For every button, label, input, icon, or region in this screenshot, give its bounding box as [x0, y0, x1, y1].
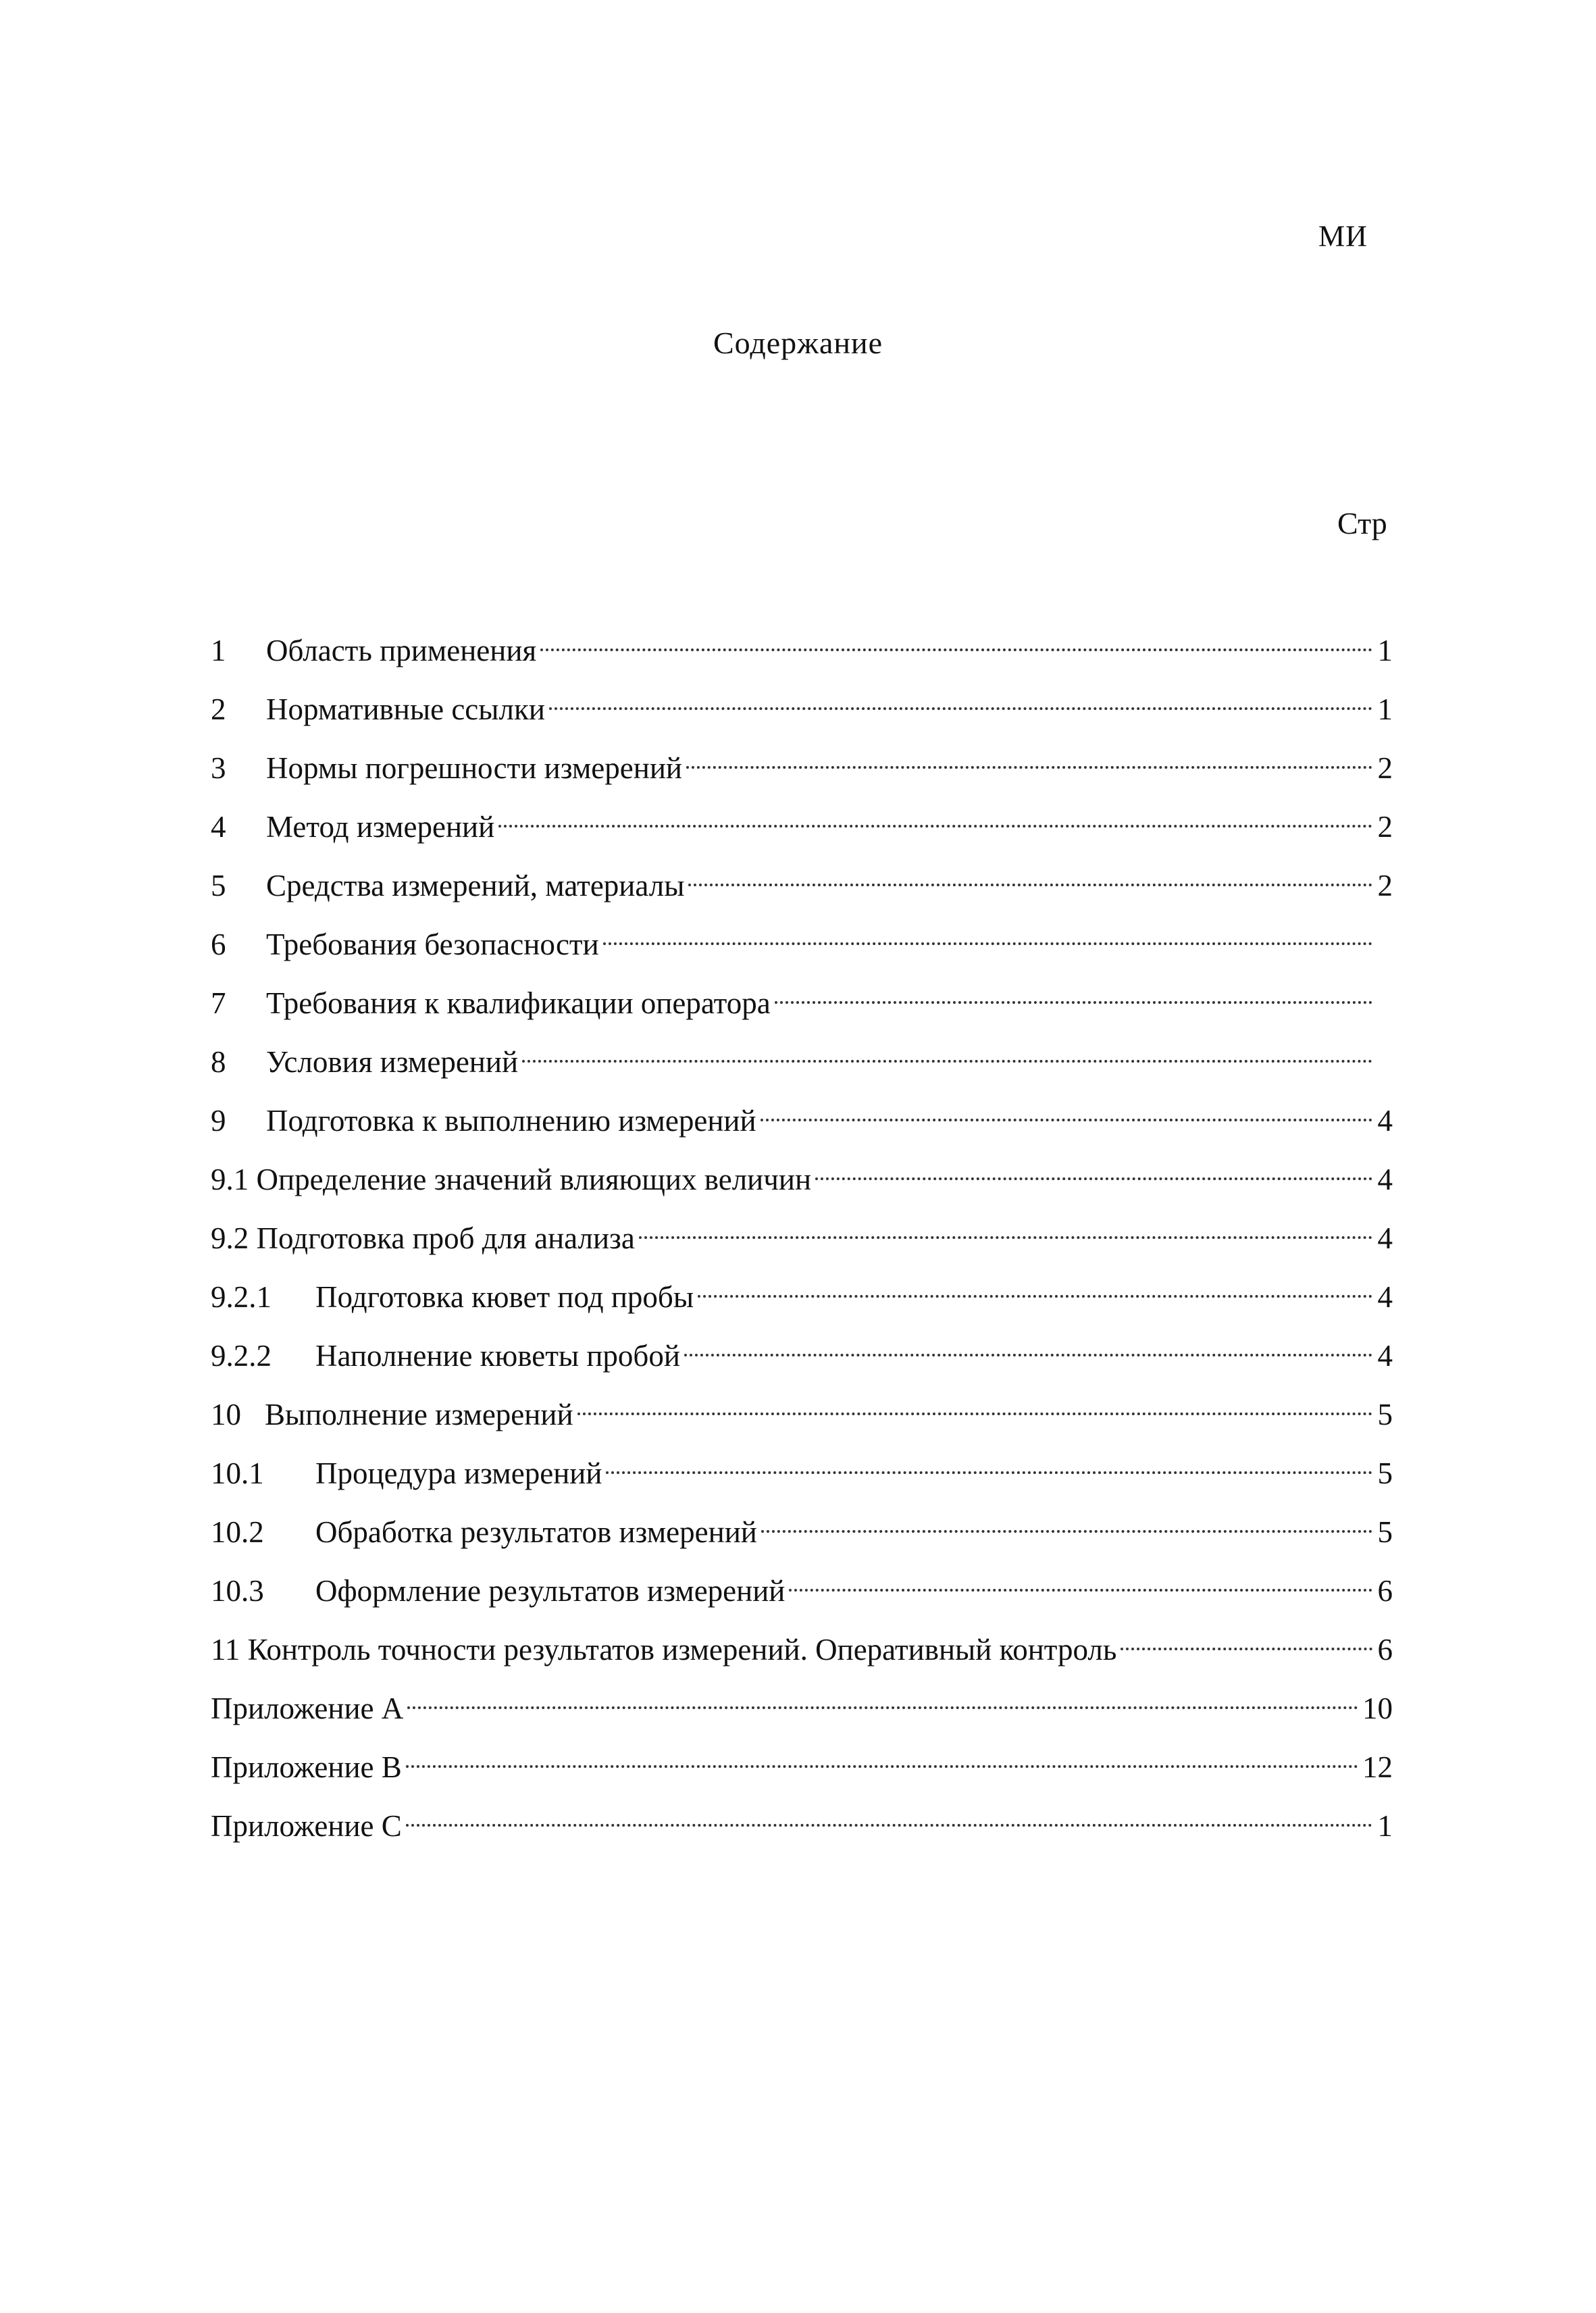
toc-entry-page: 4	[1377, 1339, 1393, 1373]
dot-leader	[407, 1678, 1358, 1719]
toc-entry-page: 1	[1377, 634, 1393, 667]
toc-entry-number: 9	[211, 1104, 226, 1138]
toc-entry-number: 6	[211, 927, 226, 961]
toc-entry[interactable]	[211, 1443, 1393, 1502]
dot-leader	[761, 1502, 1372, 1542]
toc-entry-label: Область применения	[266, 634, 537, 667]
dot-leader	[688, 855, 1372, 896]
toc-entry-label: Метод измерений	[266, 810, 495, 844]
toc-entry[interactable]	[211, 1325, 1393, 1384]
toc-entry-label: Средства измерений, материалы	[266, 869, 685, 903]
dot-leader	[684, 1325, 1372, 1366]
toc-entry[interactable]	[211, 1619, 1393, 1678]
toc-entry-number: 7	[211, 986, 226, 1020]
dot-leader	[549, 679, 1372, 719]
toc-entry[interactable]	[211, 1267, 1393, 1325]
toc-entry-page: 4	[1377, 1280, 1393, 1314]
toc-entry-number: 2	[211, 692, 226, 726]
toc-entry-number: 1	[211, 634, 226, 667]
dot-leader	[698, 1267, 1372, 1307]
toc-entry-page: 4	[1377, 1163, 1393, 1196]
dot-leader	[540, 620, 1372, 661]
toc-entry[interactable]	[211, 1560, 1393, 1619]
toc-entry[interactable]	[211, 738, 1393, 796]
toc-entry-number: 5	[211, 869, 226, 903]
toc-entry-page: 10	[1362, 1692, 1393, 1725]
toc-entry-page: 1	[1377, 692, 1393, 726]
toc-entry-page: 4	[1377, 1104, 1393, 1138]
dot-leader	[603, 914, 1372, 955]
toc-entry-label: 9.2 Подготовка проб для анализа	[211, 1221, 635, 1255]
toc-entry-page: 2	[1377, 810, 1393, 844]
toc-entry-label: 9.1 Определение значений влияющих величин	[211, 1163, 812, 1196]
toc-entry[interactable]	[211, 1678, 1393, 1737]
toc-entry-number: 3	[211, 751, 226, 785]
document-code: МИ	[1318, 220, 1368, 253]
toc-entry-label: Нормативные ссылки	[266, 692, 545, 726]
toc-entry-page: 6	[1377, 1633, 1393, 1667]
toc-entry-page: 2	[1377, 751, 1393, 785]
toc-entry-label: Требования к квалификации оператора	[266, 986, 771, 1020]
toc-entry[interactable]	[211, 973, 1393, 1032]
toc-entry-label: Подготовка к выполнению измерений	[266, 1104, 756, 1138]
toc-entry-label: Подготовка кювет под пробы	[315, 1280, 694, 1314]
toc-entry[interactable]	[211, 855, 1393, 914]
toc-entry-page: 5	[1377, 1398, 1393, 1431]
toc-entry-number: 8	[211, 1045, 226, 1079]
toc-entry[interactable]	[211, 796, 1393, 855]
toc-entry-label: 11 Контроль точности результатов измерений. Оперативный контроль	[211, 1633, 1117, 1667]
toc-entry-page: 12	[1362, 1750, 1393, 1784]
toc-entry-label: Выполнение измерений	[265, 1398, 573, 1431]
toc-entry-page: 5	[1377, 1456, 1393, 1490]
toc-list	[211, 620, 1393, 1854]
dot-leader	[639, 1208, 1372, 1248]
dot-leader	[789, 1560, 1372, 1601]
toc-entry-number: 10.3	[211, 1574, 264, 1608]
toc-entry[interactable]	[211, 620, 1393, 679]
toc-entry-label: Оформление результатов измерений	[315, 1574, 786, 1608]
toc-entry[interactable]	[211, 1384, 1393, 1443]
toc-entry[interactable]	[211, 1502, 1393, 1560]
toc-entry-page: 5	[1377, 1515, 1393, 1549]
dot-leader	[406, 1737, 1358, 1777]
dot-leader	[522, 1032, 1372, 1072]
toc-entry-page: 6	[1377, 1574, 1393, 1608]
toc-entry[interactable]	[211, 1149, 1393, 1208]
toc-entry-label: Приложение В	[211, 1750, 402, 1784]
toc-entry-label: Условия измерений	[266, 1045, 519, 1079]
toc-entry[interactable]	[211, 1796, 1393, 1854]
toc-entry-page: 2	[1377, 869, 1393, 903]
toc-entry[interactable]	[211, 1032, 1393, 1090]
dot-leader	[606, 1443, 1372, 1483]
dot-leader	[815, 1149, 1372, 1190]
toc-entry[interactable]	[211, 914, 1393, 973]
toc-entry-number: 4	[211, 810, 226, 844]
toc-entry-page: 1	[1377, 1809, 1393, 1843]
toc-title: Содержание	[713, 326, 883, 360]
dot-leader	[775, 973, 1372, 1013]
toc-entry-label: Нормы погрешности измерений	[266, 751, 683, 785]
toc-entry-number: 9.2.2	[211, 1339, 272, 1373]
toc-entry[interactable]	[211, 1090, 1393, 1149]
toc-entry-page: 4	[1377, 1221, 1393, 1255]
toc-entry-label: Приложение А	[211, 1692, 404, 1725]
toc-entry[interactable]	[211, 1208, 1393, 1267]
toc-entry[interactable]	[211, 679, 1393, 738]
toc-entry-label: Требования безопасности	[266, 927, 599, 961]
toc-entry-number: 10.1	[211, 1456, 264, 1490]
toc-entry-number: 10.2	[211, 1515, 264, 1549]
dot-leader	[761, 1090, 1372, 1131]
dot-leader	[686, 738, 1372, 778]
page-column-label: Стр	[1337, 506, 1387, 540]
toc-entry-label: Наполнение кюветы пробой	[315, 1339, 680, 1373]
toc-entry-label: Процедура измерений	[315, 1456, 602, 1490]
toc-entry[interactable]	[211, 1737, 1393, 1796]
toc-entry-number: 10	[211, 1398, 241, 1431]
dot-leader	[1121, 1619, 1372, 1660]
dot-leader	[498, 796, 1372, 837]
dot-leader	[577, 1384, 1372, 1425]
toc-entry-label: Приложение С	[211, 1809, 402, 1843]
toc-entry-number: 9.2.1	[211, 1280, 272, 1314]
dot-leader	[406, 1796, 1372, 1836]
toc-entry-label: Обработка результатов измерений	[315, 1515, 757, 1549]
